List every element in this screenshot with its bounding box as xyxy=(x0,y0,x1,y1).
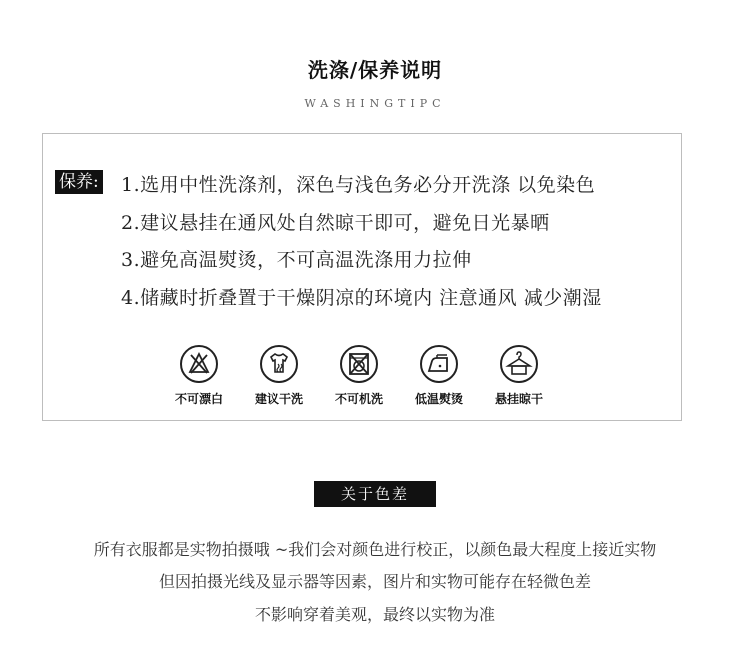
care-line-3: 3.避免高温熨烫，不可高温洗涤用力拉伸 xyxy=(121,249,472,271)
care-symbol-low-temp-iron xyxy=(399,344,479,407)
color-notice-line-2: 但因拍摄光线及显示器等因素，图片和实物可能存在轻微色差 xyxy=(158,572,591,591)
no-machine-wash-icon xyxy=(339,344,379,384)
color-notice-heading: 关于色差 xyxy=(314,481,436,507)
care-symbol-label: 低温熨烫 xyxy=(414,392,463,406)
care-label: 保养: xyxy=(55,170,103,194)
care-line-1: 1.选用中性洗涤剂，深色与浅色务必分开洗涤 以免染色 xyxy=(121,174,596,196)
page-subtitle: WASHINGTIPC xyxy=(304,97,446,110)
care-symbol-label: 不可机洗 xyxy=(334,392,383,406)
care-instructions-box xyxy=(42,133,682,421)
hang-dry-icon xyxy=(499,344,539,384)
care-symbol-label: 不可漂白 xyxy=(174,392,223,406)
care-symbol-label: 悬挂晾干 xyxy=(494,392,543,406)
no-bleach-icon xyxy=(179,344,219,384)
care-symbol-label: 建议干洗 xyxy=(254,392,303,406)
care-symbol-no-bleach xyxy=(159,344,239,407)
color-notice-line-1: 所有衣服都是实物拍摄哦 ~我们会对颜色进行校正，以颜色最大程度上接近实物 xyxy=(93,540,657,559)
care-symbol-hang-dry xyxy=(479,344,559,407)
page-title: 洗涤/保养说明 xyxy=(307,58,443,82)
care-symbol-dry-clean xyxy=(239,344,319,407)
dry-clean-icon xyxy=(259,344,299,384)
care-symbol-no-machine-wash xyxy=(319,344,399,407)
care-line-2: 2.建议悬挂在通风处自然晾干即可，避免日光暴晒 xyxy=(121,212,550,234)
care-line-4: 4.储藏时折叠置于干燥阴凉的环境内 注意通风 减少潮湿 xyxy=(121,287,602,309)
color-notice-line-3: 不影响穿着美观，最终以实物为准 xyxy=(254,605,495,624)
low-temp-iron-icon xyxy=(419,344,459,384)
